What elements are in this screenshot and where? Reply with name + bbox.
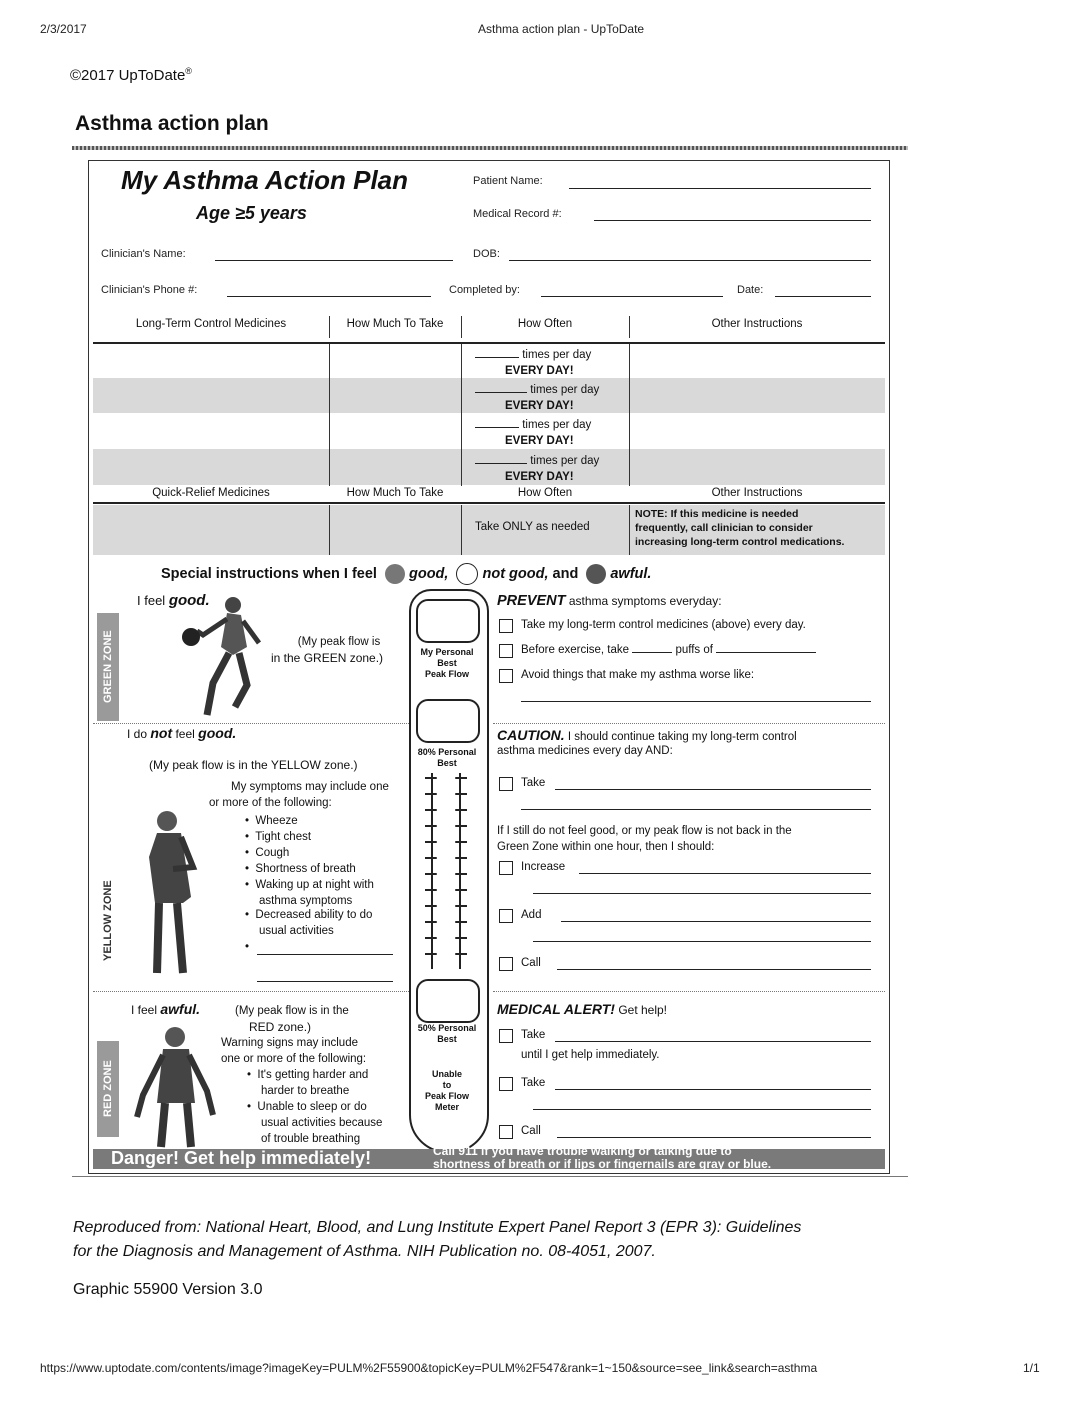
col-divider — [329, 344, 330, 486]
citation-line-2: for the Diagnosis and Management of Asthma. NIH Publication no. 08-4051, 2007. — [73, 1243, 656, 1260]
green-peak-note-2: in the GREEN zone.) — [271, 651, 384, 665]
increase-field[interactable] — [579, 873, 871, 874]
before-exercise-text: Before exercise, take — [521, 644, 630, 656]
symptom-2: • Tight chest — [245, 831, 312, 843]
medical-record-field[interactable] — [594, 220, 871, 221]
print-url[interactable]: https://www.uptodate.com/contents/image?imageKey=PULM%2F55900&topicKey=PULM%2F547&rank=1~150&source=see_link&search=asthma — [40, 1361, 818, 1375]
every-day: EVERY DAY! — [505, 365, 574, 377]
add-field[interactable] — [561, 921, 871, 922]
red-take-label-1: Take — [521, 1029, 546, 1041]
eighty-label-2: Best — [437, 758, 457, 768]
header-divider — [629, 316, 630, 338]
symptoms-intro-1: My symptoms may include one — [231, 781, 389, 793]
date-label: Date: — [737, 284, 764, 296]
red-take-field-3[interactable] — [533, 1109, 871, 1110]
symptom-blank-field-2[interactable] — [257, 981, 393, 982]
puffs-of-text: puffs of — [675, 644, 713, 656]
yellow-call-label: Call — [521, 957, 541, 969]
col-divider — [329, 505, 330, 555]
add-checkbox[interactable] — [499, 909, 513, 923]
page-title: Asthma action plan — [75, 112, 269, 135]
citation-line-1: Reproduced from: National Heart, Blood, and Lung Institute Expert Panel Report 3 (EPR 3): Guidelines — [73, 1219, 802, 1236]
sign-1: • It's getting harder and — [247, 1069, 369, 1081]
symptom-6b: usual activities — [259, 925, 334, 937]
special-instructions — [161, 563, 651, 585]
col-how-often: How Often — [517, 318, 573, 330]
avoid-things-field[interactable] — [521, 701, 871, 702]
sign-2b: usual activities because — [261, 1117, 383, 1129]
print-page-count: 1/1 — [1023, 1361, 1040, 1375]
caution-line-1: I should continue taking my long-term control — [567, 731, 797, 743]
every-day: EVERY DAY! — [505, 435, 574, 447]
prevent-heading — [497, 593, 722, 609]
col-how-much: How Much To Take — [346, 487, 444, 499]
header-divider — [329, 316, 330, 338]
red-zone-tab: RED ZONE — [97, 1041, 119, 1137]
prevent-item-1: Take my long-term control medicines (above) every day. — [521, 619, 806, 631]
freq-row-2 — [475, 382, 599, 414]
red-take-checkbox-1[interactable] — [499, 1029, 513, 1043]
symptom-6: • Decreased ability to do — [245, 909, 373, 921]
caution-take-label: Take — [521, 777, 546, 789]
green-good: good. — [168, 592, 210, 609]
graphic-version: Graphic 55900 Version 3.0 — [73, 1281, 263, 1298]
red-peak-note-2: RED zone.) — [249, 1020, 312, 1034]
personal-best-label-3: Peak Flow — [424, 669, 469, 679]
yellow-peak-note: (My peak flow is in the YELLOW zone.) — [149, 758, 358, 772]
yellow-zone-tab: YELLOW ZONE — [97, 861, 119, 981]
form-title: My Asthma Action Plan — [121, 165, 409, 195]
awful-circle-icon — [586, 564, 606, 584]
prevent-item-3: Avoid things that make my asthma worse like: — [521, 669, 755, 681]
zone-divider — [493, 991, 885, 992]
zone-divider — [93, 991, 411, 992]
copyright-text: ©2017 UpToDate — [70, 67, 186, 84]
symptom-waking: Waking up at night with — [255, 879, 374, 891]
table-top-rule — [93, 342, 885, 344]
distressed-person-icon — [129, 1025, 225, 1149]
col-divider — [629, 344, 630, 486]
prevent-title: PREVENT — [497, 593, 566, 609]
yellow-call-checkbox[interactable] — [499, 957, 513, 971]
title-rule — [72, 146, 908, 150]
warning-intro-2: one or more of the following: — [221, 1053, 367, 1065]
zone-divider — [493, 723, 885, 724]
dob-field[interactable] — [509, 260, 871, 261]
medical-alert-rest: Get help! — [618, 1003, 668, 1017]
medical-alert-heading — [497, 1001, 667, 1018]
coughing-person-icon — [143, 807, 211, 979]
print-tab-title: Asthma action plan - UpToDate — [478, 22, 645, 36]
symptom-shortness: Shortness of breath — [255, 863, 356, 875]
not-good-circle-icon — [456, 563, 478, 585]
special-instructions-text: Special instructions when I feel — [161, 565, 377, 582]
personal-best-label-1: My Personal — [420, 647, 474, 657]
col-divider — [461, 344, 462, 486]
personal-best-box[interactable] — [416, 599, 480, 643]
symptom-wheeze: Wheeze — [255, 815, 298, 827]
symptom-cough: Cough — [255, 847, 290, 859]
eighty-percent-box[interactable] — [416, 699, 480, 743]
form-subtitle: Age ≥5 years — [196, 203, 307, 223]
col-other-instructions: Other Instructions — [711, 487, 803, 499]
form-bottom-rule — [72, 1176, 908, 1177]
symptom-4: • Shortness of breath — [245, 863, 356, 875]
danger-title: Danger! Get help immediately! — [111, 1148, 372, 1168]
freq-row-1 — [475, 347, 591, 379]
fifty-label-2: Best — [437, 1034, 457, 1044]
note-line-1: NOTE: If this medicine is needed — [635, 508, 799, 520]
and-text: and — [552, 565, 579, 582]
basketball-player-icon — [167, 595, 267, 721]
clinician-name-field[interactable] — [215, 260, 453, 261]
feel-good: good, — [408, 565, 449, 582]
warning-intro-1: Warning signs may include — [221, 1037, 358, 1049]
sign-1b: harder to breathe — [261, 1085, 350, 1097]
asthma-form — [88, 160, 890, 1174]
dob-label: DOB: — [473, 248, 500, 260]
medical-alert-title: MEDICAL ALERT! — [497, 1001, 615, 1017]
red-take-label-2: Take — [521, 1077, 546, 1089]
yellow-feel: feel — [175, 727, 195, 741]
good-circle-icon — [385, 564, 405, 584]
times-per-day: times per day — [522, 419, 592, 431]
print-date: 2/3/2017 — [40, 22, 87, 36]
freq-row-3 — [475, 417, 591, 449]
symptom-blank-field-1[interactable] — [257, 954, 393, 955]
quick-relief-rule — [93, 502, 885, 504]
caution-title: CAUTION. — [497, 727, 565, 743]
patient-name-label: Patient Name: — [473, 175, 543, 187]
note-line-3: increasing long-term control medications. — [635, 536, 845, 548]
symptom-tight-chest: Tight chest — [255, 831, 312, 843]
note-line-2: frequently, call clinician to consider — [635, 522, 813, 534]
increase-field-2[interactable] — [533, 893, 871, 894]
prevent-checkbox-2[interactable] — [499, 644, 513, 658]
fifty-percent-box[interactable] — [416, 979, 480, 1023]
red-call-checkbox[interactable] — [499, 1125, 513, 1139]
symptom-1: • Wheeze — [245, 815, 298, 827]
prevent-rest: asthma symptoms everyday: — [568, 594, 722, 608]
col-how-much: How Much To Take — [346, 318, 444, 330]
increase-label: Increase — [521, 861, 566, 873]
sign-harder: It's getting harder and — [257, 1069, 369, 1081]
header-divider — [461, 316, 462, 338]
yellow-not: not — [150, 725, 173, 741]
col-divider — [461, 505, 462, 555]
yellow-call-field[interactable] — [557, 969, 871, 970]
feel-not-good: not good, — [482, 565, 549, 582]
unable-label-2: to — [442, 1080, 452, 1090]
clinician-name-label: Clinician's Name: — [101, 248, 186, 260]
symptom-decreased: Decreased ability to do — [255, 909, 373, 921]
green-zone-tab: GREEN ZONE — [97, 613, 119, 721]
sign-2c: of trouble breathing — [261, 1133, 361, 1145]
red-call-label: Call — [521, 1125, 541, 1137]
medical-record-label: Medical Record #: — [473, 208, 562, 220]
caution-take-field[interactable] — [555, 789, 871, 790]
times-per-day: times per day — [530, 455, 600, 467]
prevent-checkbox-1[interactable] — [499, 619, 513, 633]
yellow-i-do: I do — [127, 727, 148, 741]
col-quick-relief: Quick-Relief Medicines — [152, 487, 270, 499]
unable-label-1: Unable — [431, 1069, 462, 1079]
increase-checkbox[interactable] — [499, 861, 513, 875]
red-i-feel-awful — [131, 1001, 200, 1018]
add-field-2[interactable] — [533, 941, 871, 942]
completed-by-label: Completed by: — [449, 284, 520, 296]
prevent-checkbox-3[interactable] — [499, 669, 513, 683]
caution-line-2: asthma medicines every day AND: — [497, 745, 673, 757]
yellow-good: good. — [198, 725, 237, 741]
zone-divider — [93, 723, 411, 724]
red-take-field-2[interactable] — [555, 1089, 871, 1090]
sign-unable-sleep: Unable to sleep or do — [257, 1101, 367, 1113]
every-day: EVERY DAY! — [505, 471, 574, 483]
take-only-as-needed: Take ONLY as needed — [475, 521, 590, 533]
red-i-feel: I feel — [131, 1003, 158, 1017]
danger-line-1: Call 911 if you have trouble walking or talking due to — [433, 1144, 732, 1158]
col-long-term: Long-Term Control Medicines — [135, 318, 287, 330]
times-per-day: times per day — [530, 384, 600, 396]
prevent-item-2 — [521, 642, 816, 658]
red-call-field[interactable] — [557, 1137, 871, 1138]
every-day: EVERY DAY! — [505, 400, 574, 412]
symptoms-intro-2: or more of the following: — [209, 797, 332, 809]
symptom-5: • Waking up at night with — [245, 879, 374, 891]
personal-best-label-2: Best — [437, 658, 457, 668]
sign-2: • Unable to sleep or do — [247, 1101, 367, 1113]
symptom-3: • Cough — [245, 847, 290, 859]
red-peak-note-1: (My peak flow is in the — [235, 1005, 349, 1017]
until-help: until I get help immediately. — [521, 1049, 660, 1061]
add-label: Add — [521, 909, 542, 921]
copyright — [70, 66, 192, 84]
red-take-checkbox-2[interactable] — [499, 1077, 513, 1091]
caution-take-field-2[interactable] — [521, 809, 871, 810]
col-other-instructions: Other Instructions — [711, 318, 803, 330]
col-how-often: How Often — [517, 487, 573, 499]
eighty-label-1: 80% Personal — [417, 747, 477, 757]
red-awful: awful. — [160, 1001, 201, 1017]
symptom-blank-bullet: • — [245, 941, 250, 953]
unable-label-4: Meter — [434, 1102, 459, 1112]
symptom-5b: asthma symptoms — [259, 895, 353, 907]
yellow-i-do-not-feel-good — [127, 725, 236, 742]
red-take-field-1[interactable] — [555, 1041, 871, 1042]
clinician-phone-field[interactable] — [227, 296, 431, 297]
caution-take-checkbox[interactable] — [499, 777, 513, 791]
clinician-phone-label: Clinician's Phone #: — [101, 284, 198, 296]
date-field[interactable] — [775, 296, 871, 297]
if-still-line-2: Green Zone within one hour, then I should: — [497, 841, 715, 853]
green-peak-note-1: (My peak flow is — [297, 636, 381, 648]
registered-mark: ® — [185, 66, 192, 76]
times-per-day: times per day — [522, 349, 592, 361]
completed-by-field[interactable] — [541, 296, 723, 297]
patient-name-field[interactable] — [569, 188, 871, 189]
feel-awful: awful. — [610, 565, 652, 582]
fifty-label-1: 50% Personal — [417, 1023, 477, 1033]
col-divider — [629, 505, 630, 555]
freq-row-4 — [475, 453, 599, 485]
green-i-feel-text: I feel — [137, 593, 166, 608]
unable-label-3: Peak Flow — [424, 1091, 469, 1101]
if-still-line-1: If I still do not feel good, or my peak flow is not back in the — [497, 825, 792, 837]
danger-line-2: shortness of breath or if lips or fingernails are gray or blue. — [433, 1157, 772, 1171]
